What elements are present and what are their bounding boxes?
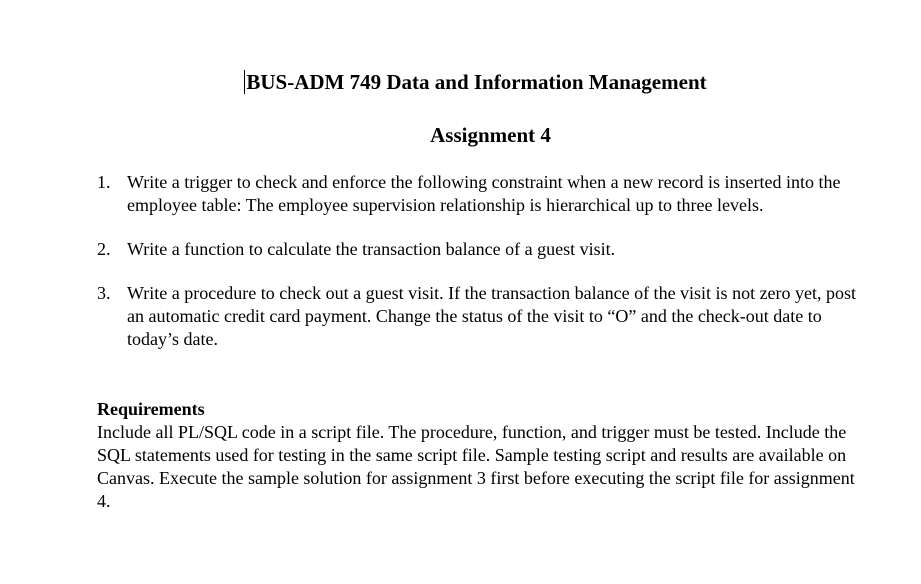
list-item-text: Write a trigger to check and enforce the following constraint when a new record is inserted into the employee table: The employee supervision relationship is hierarchical up to three levels. xyxy=(127,172,841,215)
document-title-row xyxy=(0,68,921,96)
text-cursor xyxy=(244,70,245,94)
requirements-heading: Requirements xyxy=(97,399,205,419)
assignment-heading: Assignment 4 xyxy=(430,123,551,147)
list-item xyxy=(97,282,867,351)
list-item-number: 3. xyxy=(97,283,111,303)
list-item-text: Write a function to calculate the transaction balance of a guest visit. xyxy=(127,239,616,259)
requirements-body: Include all PL/SQL code in a script file. The procedure, function, and trigger must be tested. Include the SQL statements used for testing in the same script file. Sample testing script and results are available on Canvas. Execute the sample solution for assignment 3 first before executing the script file for assignment 4. xyxy=(97,422,855,511)
list-item xyxy=(97,171,867,217)
list-item-text: Write a procedure to check out a guest visit. If the transaction balance of the visit is not zero yet, post an automatic credit card payment. Change the status of the visit to “O” and the check-out date to today’s date. xyxy=(127,283,857,349)
list-item-number: 2. xyxy=(97,239,111,259)
document-title-wrapper xyxy=(244,68,706,96)
document-title: BUS-ADM 749 Data and Information Management xyxy=(246,70,707,94)
task-list xyxy=(97,171,867,372)
requirements-section xyxy=(97,398,857,513)
list-item xyxy=(97,238,867,261)
list-item-number: 1. xyxy=(97,172,111,192)
